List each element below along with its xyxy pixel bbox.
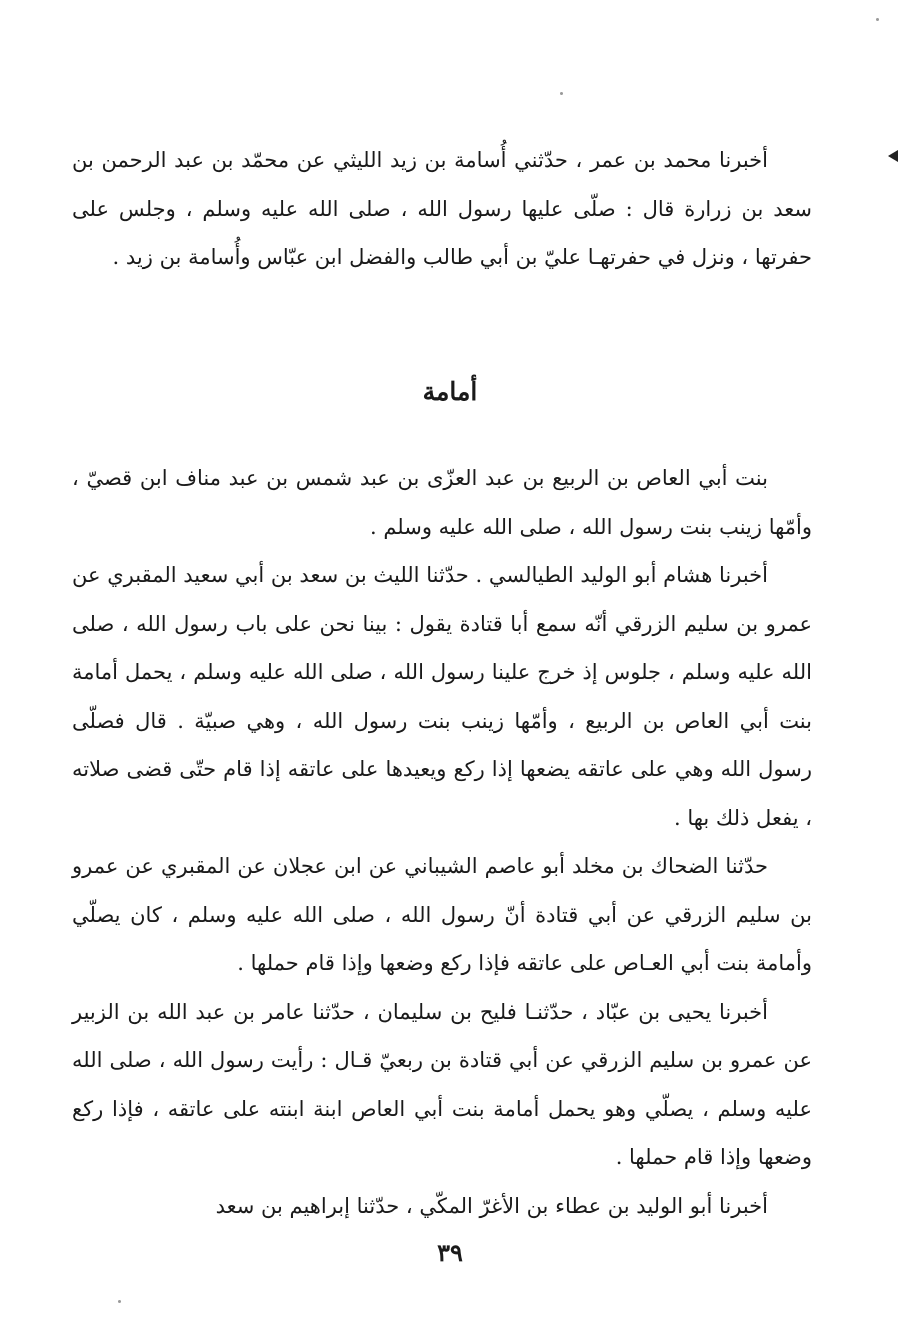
paper-speck (876, 18, 879, 21)
text-block-top (72, 136, 812, 282)
page-number: ٣٩ (437, 1238, 463, 1267)
paragraph-hadith-4: أخبرنا أبو الوليد بن عطاء بن الأغرّ المكّي ، حدّثنا إبراهيم بن سعد (215, 1193, 768, 1218)
paper-speck (118, 1300, 121, 1303)
paper-speck (560, 92, 563, 95)
paragraph-hadith-1: أخبرنا هشام أبو الوليد الطيالسي . حدّثنا الليث بن سعد بن أبي سعيد المقبري عن عمرو بن سليم الزرقي أنّه سمع أبا قتادة يقول : بينا نحن على باب رسول الله ، صلى الله عليه وسلم ، جلوس إذ خرج علينا رسول الله ، صلى الله عليه وسلم ، يحمل أمامة بنت أبي العاص بن الربيع ، وأمّها زينب بنت رسول الله ، وهي صبيّة . قال فصلّى رسول الله وهي على عاتقه يضعها إذا ركع ويعيدها على عاتقه إذا قام حتّى قضى صلاته ، يفعل ذلك بها . (72, 563, 812, 830)
text-block-main (72, 454, 812, 1230)
paragraph-funeral: أخبرنا محمد بن عمر ، حدّثني أُسامة بن زيد الليثي عن محمّد بن عبد الرحمن بن سعد بن زرارة قال : صلّى عليها رسول الله ، صلى الله عليه وسلم ، وجلس على حفرتها ، ونزل في حفرتهـا عليّ بن أبي طالب والفضل ابن عبّاس وأُسامة بن زيد . (72, 148, 812, 269)
margin-mark (888, 150, 898, 162)
paragraph-hadith-3: أخبرنا يحيى بن عبّاد ، حدّثنـا فليح بن سليمان ، حدّثنا عامر بن عبد الله بن الزبير عن عمرو بن سليم الزرقي عن أبي قتادة بن ربعيّ قـال : رأيت رسول الله ، صلى الله عليه وسلم ، يصلّي وهو يحمل أمامة بنت أبي العاص ابنة ابنته على عاتقه ، فإذا ركع وضعها وإذا قام حملها . (72, 999, 812, 1169)
section-title: أمامة (422, 377, 478, 406)
paragraph-lineage: بنت أبي العاص بن الربيع بن عبد العزّى بن عبد شمس بن عبد مناف ابن قصيّ ، وأمّها زينب بنت رسول الله ، صلى الله عليه وسلم . (72, 466, 812, 539)
paragraph-hadith-2: حدّثنا الضحاك بن مخلد أبو عاصم الشيباني عن ابن عجلان عن المقبري عن عمرو بن سليم الزرقي عن أبي قتادة أنّ رسول الله ، صلى الله عليه وسلم ، كان يصلّي وأمامة بنت أبي العـاص على عاتقه فإذا ركع وضعها وإذا قام حملها . (72, 854, 812, 975)
